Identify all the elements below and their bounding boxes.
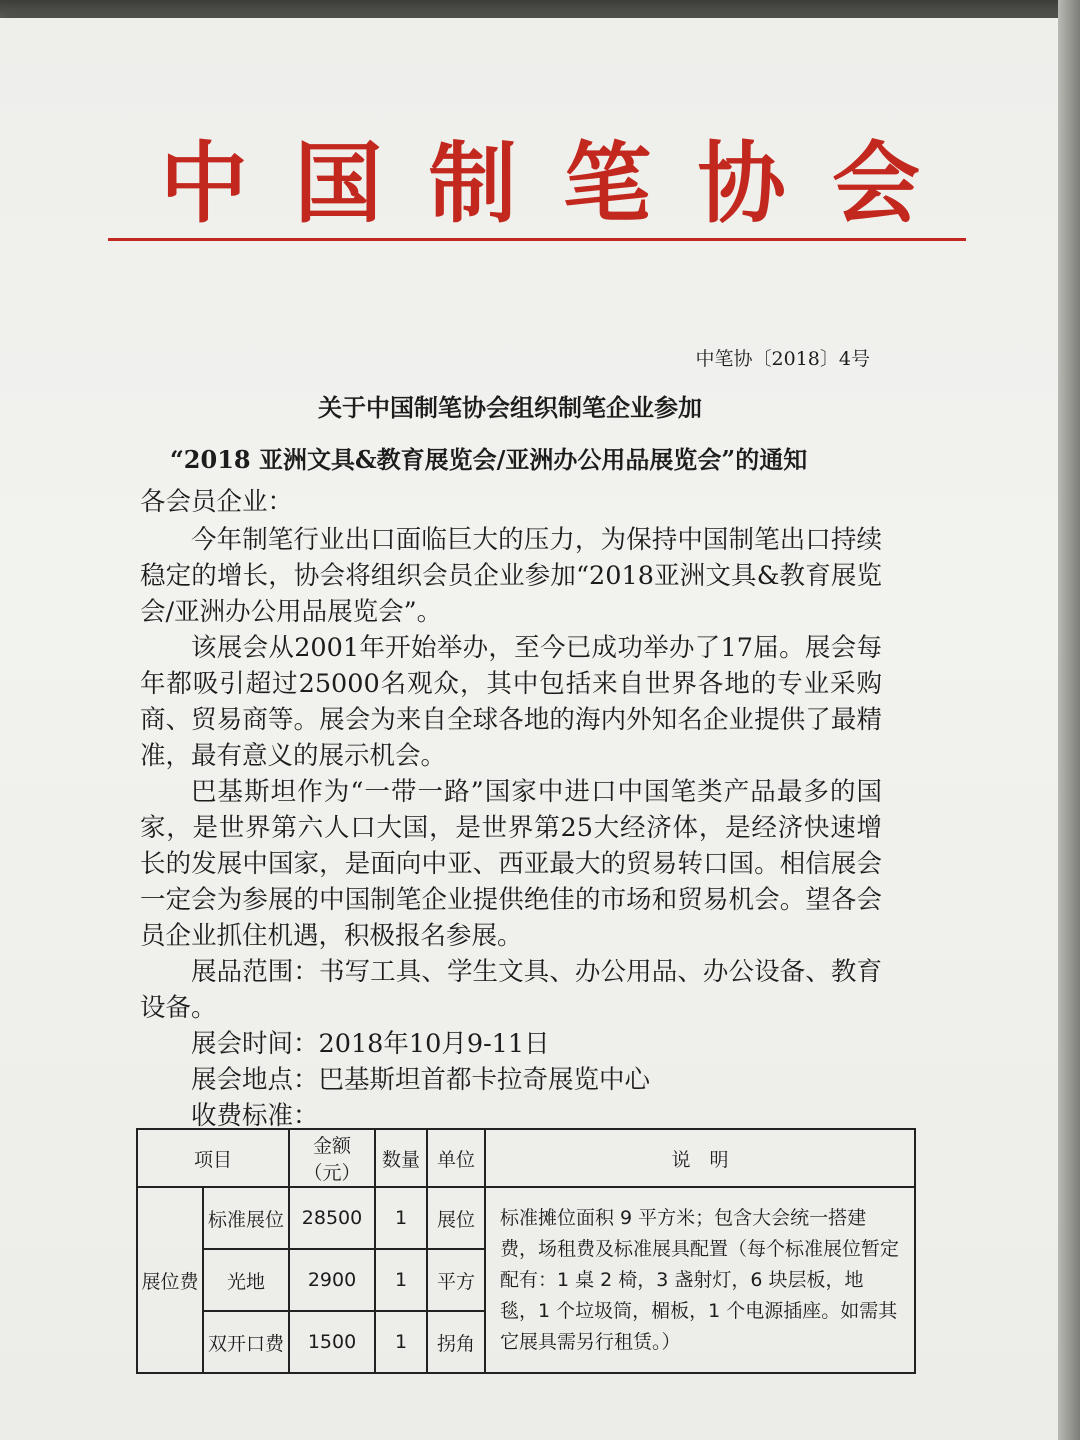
letterhead-char: 中 (160, 131, 249, 235)
notice-body (140, 484, 882, 1134)
notice-title-line2: “2018 亚洲文具&教育展览会/亚洲办公用品展览会”的通知 (170, 445, 808, 474)
row-unit: 平方 (427, 1249, 485, 1311)
table-row (137, 1187, 915, 1249)
row-name: 光地 (203, 1249, 289, 1311)
row-qty: 1 (375, 1249, 427, 1311)
exhibition-place: 展会地点：巴基斯坦首都卡拉奇展览中心 (191, 1065, 651, 1095)
row-unit: 展位 (427, 1187, 485, 1249)
letterhead-rule (108, 238, 966, 241)
letterhead-char: 协 (697, 131, 786, 235)
exhibition-time: 展会时间：2018年10月9-11日 (191, 1029, 550, 1059)
header-amount: 金额（元） (289, 1129, 375, 1187)
fee-table-header (137, 1129, 915, 1187)
header-item: 项目 (137, 1129, 289, 1187)
document-number: 中笔协〔2018〕4号 (695, 348, 870, 370)
row-amount: 28500 (289, 1187, 375, 1249)
paragraph-pakistan: 巴基斯坦作为“一带一路”国家中进口中国笔类产品最多的国家，是世界第六人口大国，是世界第25大经济体，是经济快速增长的发展中国家，是面向中亚、西亚最大的贸易转口国。相信展会一定会为参展的中国制笔企业提供绝佳的市场和贸易机会。望各会员企业抓住机遇，积极报名参展。 (140, 777, 882, 951)
paragraph-export-pressure: 今年制笔行业出口面临巨大的压力，为保持中国制笔出口持续稳定的增长，协会将组织会员企业参加“2018亚洲文具&教育展览会/亚洲办公用品展览会”。 (140, 525, 882, 627)
paragraph-exhibition-history: 该展会从2001年开始举办，至今已成功举办了17届。展会每年都吸引超过25000名观众，其中包括来自世界各地的专业采购商、贸易商等。展会为来自全球各地的海内外知名企业提供了最精准，最有意义的展示机会。 (140, 633, 882, 771)
letterhead-char: 制 (428, 131, 517, 235)
letterhead-char: 笔 (563, 131, 652, 235)
header-unit: 单位 (427, 1129, 485, 1187)
group-booth-fee: 展位费 (137, 1187, 203, 1373)
greeting: 各会员企业： (140, 487, 294, 517)
letterhead-char: 国 (294, 131, 383, 235)
row-unit: 拐角 (427, 1311, 485, 1373)
letterhead-char: 会 (831, 131, 920, 235)
paragraph-exhibit-scope: 展品范围：书写工具、学生文具、办公用品、办公设备、教育设备。 (140, 957, 882, 1023)
row-qty: 1 (375, 1311, 427, 1373)
letterhead-org-name (160, 122, 920, 235)
notice-title-line1: 关于中国制笔协会组织制笔企业参加 (318, 393, 702, 422)
paper-stack-edge (1058, 0, 1080, 1440)
row-amount: 2900 (289, 1249, 375, 1311)
row-amount: 1500 (289, 1311, 375, 1373)
fee-table (136, 1128, 916, 1374)
fee-standard-label: 收费标准： (191, 1101, 319, 1131)
fee-note: 标准摊位面积 9 平方米；包含大会统一搭建费，场租费及标准展具配置（每个标准展位暂定配有：1 桌 2 椅，3 盏射灯，6 块层板，地毯，1 个垃圾筒，楣板，1 个电源插座。如需其它展具需另行租赁。） (485, 1187, 915, 1373)
row-name: 双开口费 (203, 1311, 289, 1373)
header-qty: 数量 (375, 1129, 427, 1187)
row-qty: 1 (375, 1187, 427, 1249)
header-note: 说 明 (485, 1129, 915, 1187)
row-name: 标准展位 (203, 1187, 289, 1249)
